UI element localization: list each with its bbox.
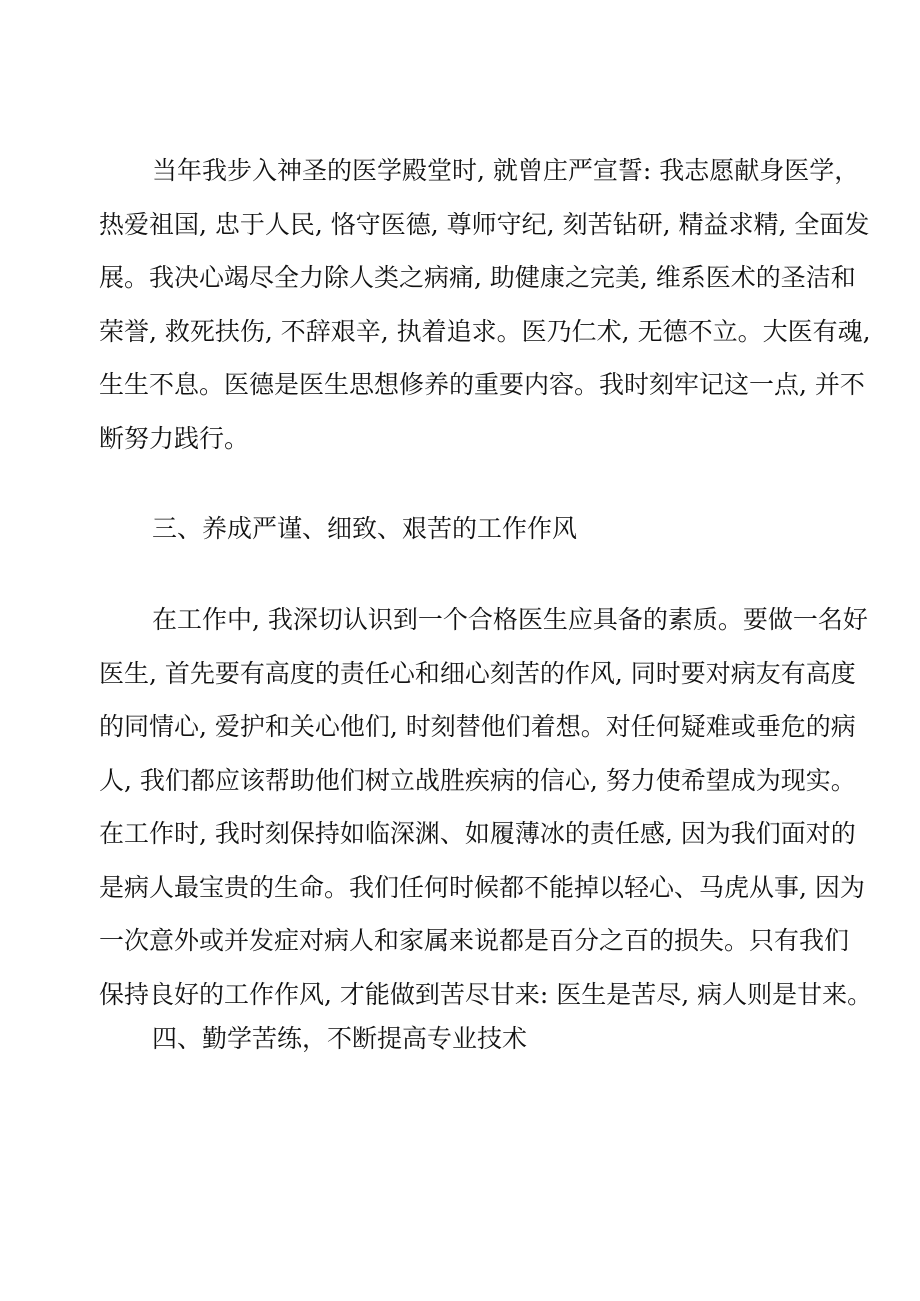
paragraph-work-style <box>99 593 873 1021</box>
paragraph-line: 热爱祖国, 忠于人民, 恪守医德, 尊师守纪, 刻苦钻研, 精益求精, 全面发 <box>99 209 870 239</box>
section-heading-3: 三、养成严谨、细致、艰苦的工作作风 <box>152 514 578 543</box>
paragraph-line: 一次意外或并发症对病人和家属来说都是百分之百的损失。只有我们 <box>99 926 850 955</box>
paragraph-line: 是病人最宝贵的生命。我们任何时候都不能掉以轻心、马虎从事, 因为 <box>99 872 865 902</box>
paragraph-line: 在工作中, 我深切认识到一个合格医生应具备的素质。要做一名好 <box>152 605 868 634</box>
paragraph-line: 当年我步入神圣的医学殿堂时, 就曾庄严宣誓: 我志愿献身医学， <box>152 156 860 185</box>
paragraph-line: 的同情心, 爱护和关心他们, 时刻替他们着想。对任何疑难或垂危的病 <box>99 712 856 741</box>
paragraph-line: 荣誉, 救死扶伤, 不辞艰辛, 执着追求。医乃仁术, 无德不立。大医有魂, <box>99 316 871 346</box>
paragraph-line: 医生, 首先要有高度的责任心和细心刻苦的作风, 同时要对病友有高度 <box>99 658 856 688</box>
section-heading-4: 四、勤学苦练，不断提高专业技术 <box>152 1024 528 1053</box>
paragraph-line: 断努力践行。 <box>99 423 250 453</box>
paragraph-oath <box>99 144 871 465</box>
paragraph-line: 人, 我们都应该帮助他们树立战胜疾病的信心, 努力使希望成为现实。 <box>99 765 856 795</box>
paragraph-line: 保持良好的工作作风, 才能做到苦尽甘来: 医生是苦尽, 病人则是甘来。 <box>99 979 873 1009</box>
paragraph-line: 在工作时, 我时刻保持如临深渊、如履薄冰的责任感, 因为我们面对的 <box>99 819 856 848</box>
paragraph-line: 展。我决心竭尽全力除人类之病痛, 助健康之完美, 维系医术的圣洁和 <box>99 263 856 292</box>
paragraph-line: 生生不息。医德是医生思想修养的重要内容。我时刻牢记这一点, 并不 <box>99 370 865 399</box>
